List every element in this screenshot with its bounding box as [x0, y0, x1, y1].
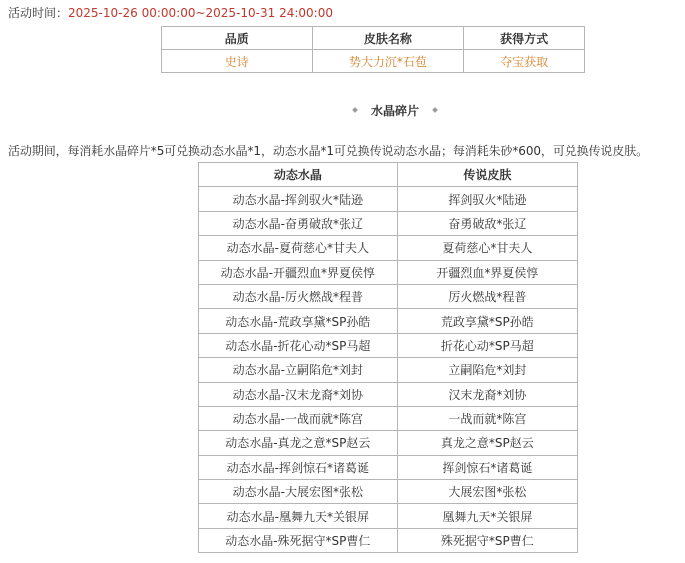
exchange-header-row	[199, 163, 578, 187]
dynamic-crystal-cell: 动态水晶-汉末龙裔*刘协	[199, 382, 398, 406]
activity-time-label: 活动时间：	[8, 6, 69, 20]
header-dynamic-crystal: 动态水晶	[199, 163, 398, 187]
table-row	[199, 358, 578, 382]
table-row	[199, 528, 578, 552]
dynamic-crystal-cell: 动态水晶-开疆烈血*界夏侯惇	[199, 260, 398, 284]
table-row	[199, 504, 578, 528]
activity-time-value: 2025-10-26 00:00:00~2025-10-31 24:00:00	[68, 6, 333, 20]
dynamic-crystal-cell: 动态水晶-挥剑驭火*陆逊	[199, 187, 398, 211]
legendary-skin-cell: 折花心动*SP马超	[397, 333, 577, 357]
header-quality: 品质	[162, 27, 313, 50]
dynamic-crystal-cell: 动态水晶-凰舞九天*关银屏	[199, 504, 398, 528]
exchange-table	[198, 162, 578, 553]
section-title: 水晶碎片	[370, 103, 419, 118]
skin-info-row	[162, 50, 585, 73]
header-legendary-skin: 传说皮肤	[397, 163, 577, 187]
dynamic-crystal-cell: 动态水晶-大展宏图*张松	[199, 480, 398, 504]
dynamic-crystal-cell: 动态水晶-殊死据守*SP曹仁	[199, 528, 398, 552]
legendary-skin-cell: 大展宏图*张松	[397, 480, 577, 504]
skin-quality: 史诗	[162, 50, 313, 73]
section-divider	[340, 102, 450, 118]
exchange-description: 活动期间，每消耗水晶碎片*5可兑换动态水晶*1，动态水晶*1可兑换传说动态水晶；每消耗朱砂*600，可兑换传说皮肤。	[8, 144, 649, 158]
header-obtain-method: 获得方式	[464, 27, 585, 50]
table-row	[199, 211, 578, 235]
table-row	[199, 309, 578, 333]
legendary-skin-cell: 一战而就*陈宫	[397, 406, 577, 430]
diamond-left-icon	[352, 107, 358, 113]
legendary-skin-cell: 荒政享黛*SP孙皓	[397, 309, 577, 333]
exchange-table-body	[199, 187, 578, 553]
legendary-skin-cell: 厉火燃战*程普	[397, 284, 577, 308]
dynamic-crystal-cell: 动态水晶-挥剑惊石*诸葛诞	[199, 455, 398, 479]
header-skin-name: 皮肤名称	[312, 27, 464, 50]
table-row	[199, 333, 578, 357]
dynamic-crystal-cell: 动态水晶-立嗣陷危*刘封	[199, 358, 398, 382]
legendary-skin-cell: 立嗣陷危*刘封	[397, 358, 577, 382]
legendary-skin-cell: 凰舞九天*关银屏	[397, 504, 577, 528]
diamond-right-icon	[432, 107, 438, 113]
skin-info-header-row	[162, 27, 585, 50]
table-row	[199, 431, 578, 455]
table-row	[199, 260, 578, 284]
legendary-skin-cell: 奋勇破敌*张辽	[397, 211, 577, 235]
dynamic-crystal-cell: 动态水晶-一战而就*陈宫	[199, 406, 398, 430]
legendary-skin-cell: 汉末龙裔*刘协	[397, 382, 577, 406]
table-row	[199, 455, 578, 479]
dynamic-crystal-cell: 动态水晶-厉火燃战*程普	[199, 284, 398, 308]
legendary-skin-cell: 殊死据守*SP曹仁	[397, 528, 577, 552]
table-row	[199, 236, 578, 260]
legendary-skin-cell: 挥剑惊石*诸葛诞	[397, 455, 577, 479]
dynamic-crystal-cell: 动态水晶-奋勇破敌*张辽	[199, 211, 398, 235]
table-row	[199, 382, 578, 406]
legendary-skin-cell: 挥剑驭火*陆逊	[397, 187, 577, 211]
table-row	[199, 187, 578, 211]
dynamic-crystal-cell: 动态水晶-荒政享黛*SP孙皓	[199, 309, 398, 333]
skin-info-table	[161, 26, 585, 73]
dynamic-crystal-cell: 动态水晶-真龙之意*SP赵云	[199, 431, 398, 455]
legendary-skin-cell: 开疆烈血*界夏侯惇	[397, 260, 577, 284]
table-row	[199, 480, 578, 504]
dynamic-crystal-cell: 动态水晶-折花心动*SP马超	[199, 333, 398, 357]
legendary-skin-cell: 夏荷慈心*甘夫人	[397, 236, 577, 260]
dynamic-crystal-cell: 动态水晶-夏荷慈心*甘夫人	[199, 236, 398, 260]
skin-obtain-method: 夺宝获取	[464, 50, 585, 73]
table-row	[199, 284, 578, 308]
activity-time	[8, 5, 333, 21]
table-row	[199, 406, 578, 430]
skin-name: 势大力沉*石苞	[312, 50, 464, 73]
legendary-skin-cell: 真龙之意*SP赵云	[397, 431, 577, 455]
